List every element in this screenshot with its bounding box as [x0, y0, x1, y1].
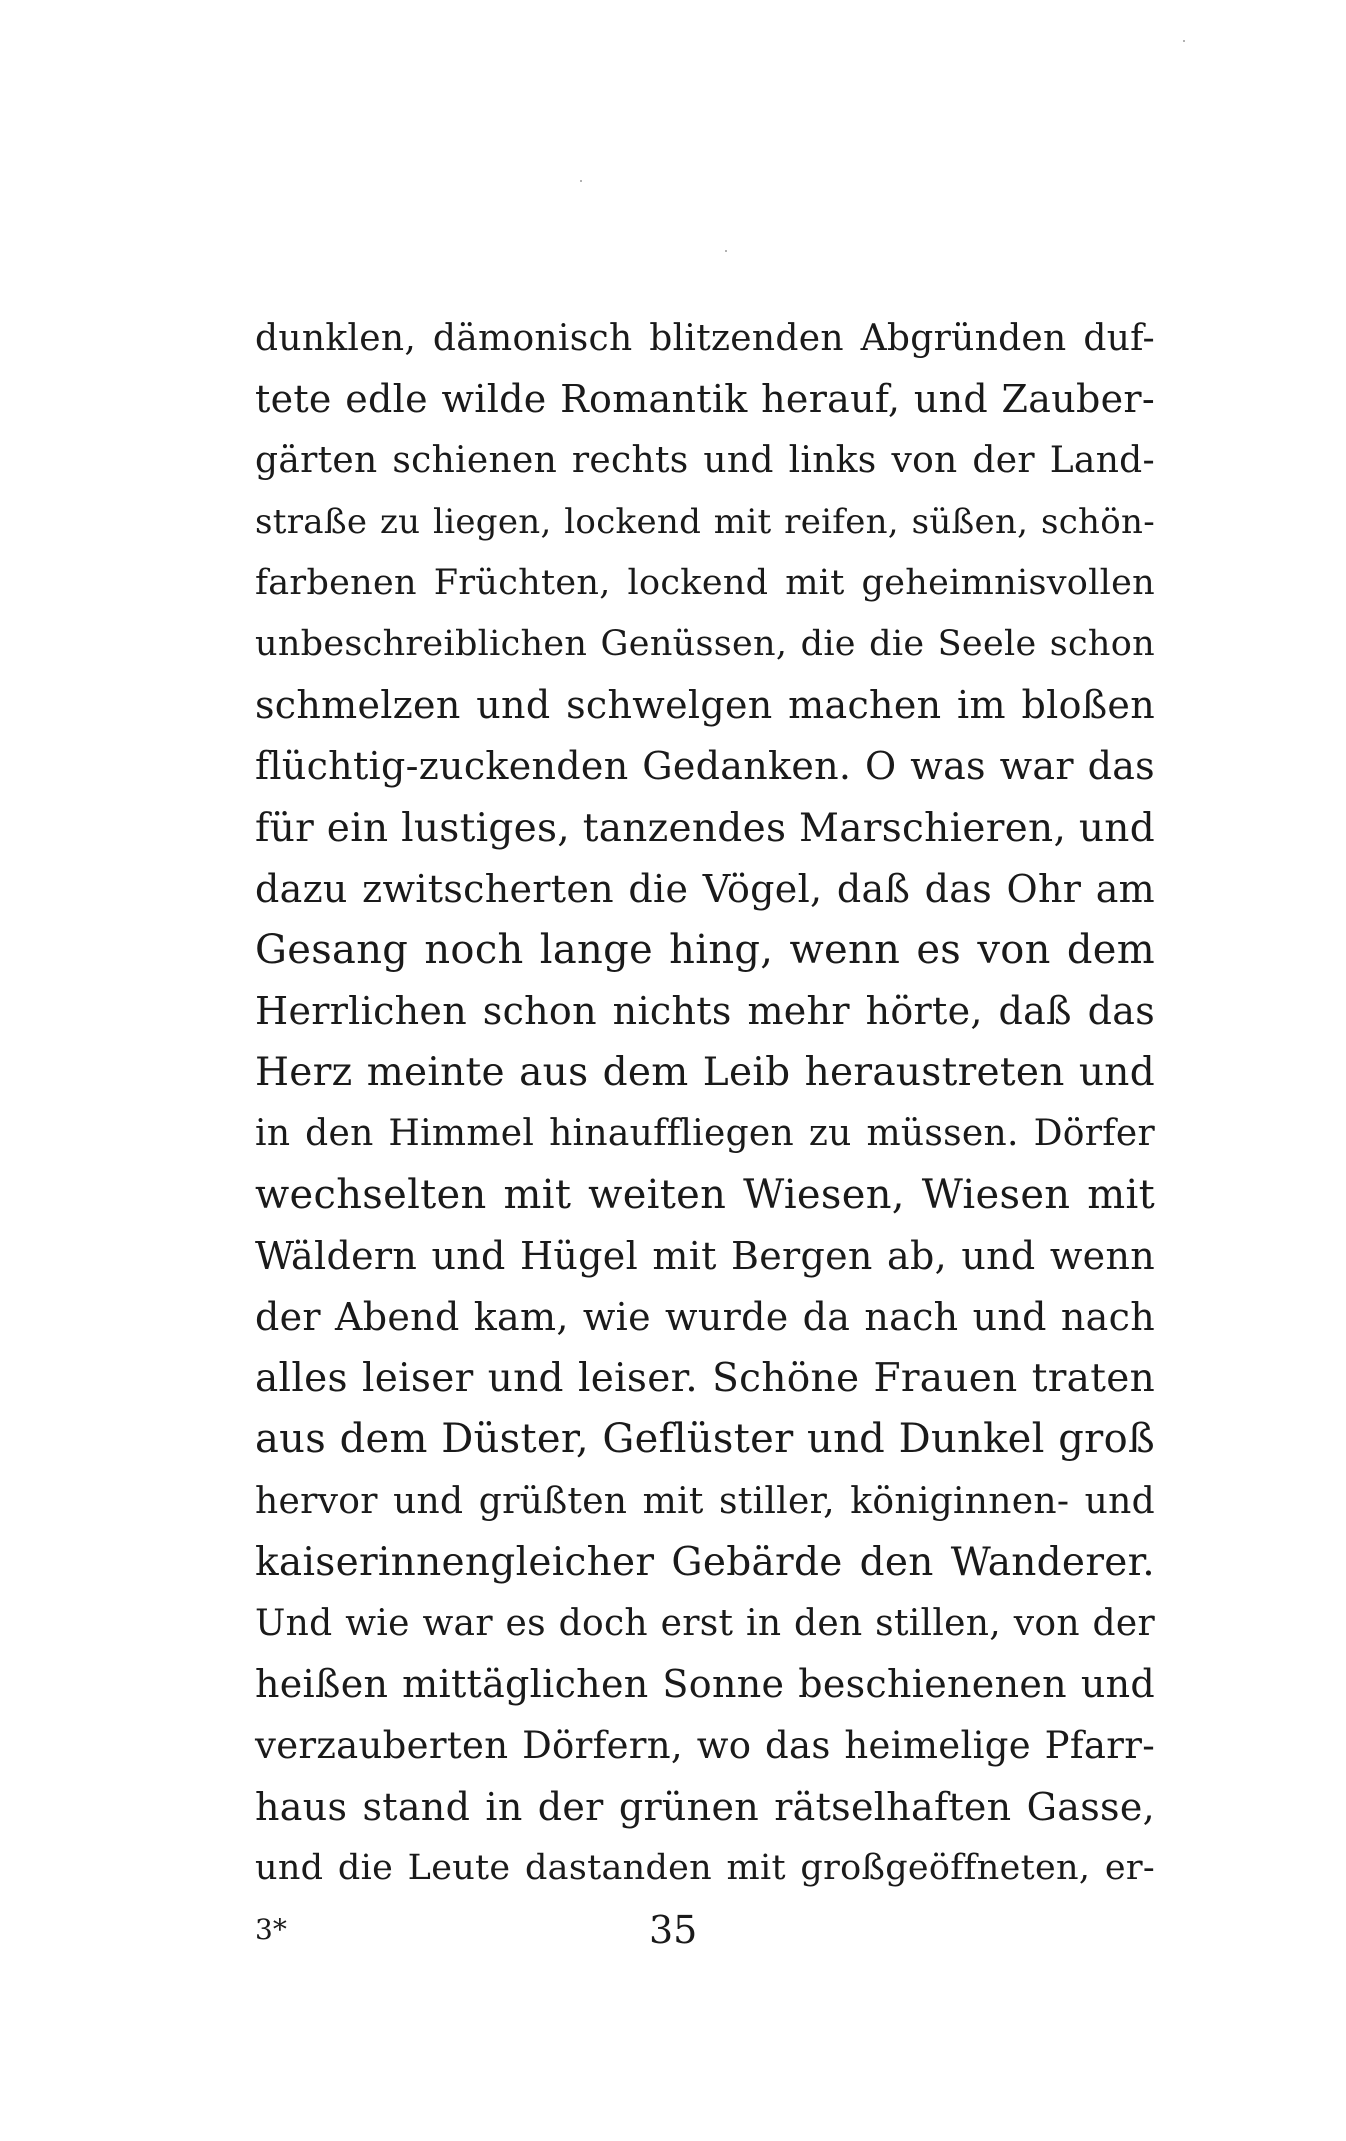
text-line: Gesang noch lange hing, wenn es von dem [255, 926, 1155, 973]
text-line: unbeschreiblichen Genüssen, die die Seele schon [255, 623, 1155, 664]
text-line: Wäldern und Hügel mit Bergen ab, und wenn [255, 1233, 1155, 1278]
text-line: und die Leute dastanden mit großgeöffneten, er- [255, 1847, 1155, 1888]
signature-mark: 3* [255, 1913, 287, 1946]
text-line: haus stand in der grünen rätselhaften Gasse, [255, 1784, 1155, 1829]
text-line: verzauberten Dörfern, wo das heimelige Pfarr- [255, 1724, 1155, 1768]
text-line: der Abend kam, wie wurde da nach und nach [255, 1295, 1155, 1339]
body-text [255, 308, 1155, 1899]
text-line: heißen mittäglichen Sonne beschienenen und [255, 1662, 1155, 1707]
text-line: gärten schienen rechts und links von der Land- [255, 440, 1155, 482]
page-footer [0, 1905, 1346, 1955]
text-line: tete edle wilde Romantik herauf, und Zauber- [255, 377, 1155, 422]
paper-speck [580, 180, 582, 182]
text-line: straße zu liegen, lockend mit reifen, süßen, schön- [255, 501, 1155, 542]
paper-speck [1183, 40, 1185, 42]
text-line: alles leiser und leiser. Schöne Frauen traten [255, 1356, 1155, 1402]
page-number: 35 [649, 1908, 698, 1952]
text-line: Herz meinte aus dem Leib heraustreten und [255, 1050, 1155, 1096]
text-line: hervor und grüßten mit stiller, königinnen- und [255, 1480, 1155, 1522]
text-line: flüchtig-zuckenden Gedanken. O was war das [255, 744, 1155, 789]
text-line: schmelzen und schwelgen machen im bloßen [255, 683, 1155, 728]
text-line: kaiserinnengleicher Gebärde den Wanderer. [255, 1539, 1155, 1585]
text-line: dunklen, dämonisch blitzenden Abgründen duf- [255, 318, 1155, 359]
paper-speck [725, 250, 727, 252]
text-line: Herrlichen schon nichts mehr hörte, daß das [255, 989, 1155, 1034]
text-line: farbenen Früchten, lockend mit geheimnisvollen [255, 562, 1155, 603]
text-line: in den Himmel hinauffliegen zu müssen. Dörfer [255, 1113, 1155, 1155]
text-line: dazu zwitscherten die Vögel, daß das Ohr am [255, 866, 1155, 911]
text-line: aus dem Düster, Geflüster und Dunkel groß [255, 1416, 1155, 1463]
text-line: Und wie war es doch erst in den stillen, von der [255, 1602, 1155, 1644]
text-line: wechselten mit weiten Wiesen, Wiesen mit [255, 1171, 1155, 1218]
text-line: für ein lustiges, tanzendes Marschieren, und [255, 805, 1155, 851]
